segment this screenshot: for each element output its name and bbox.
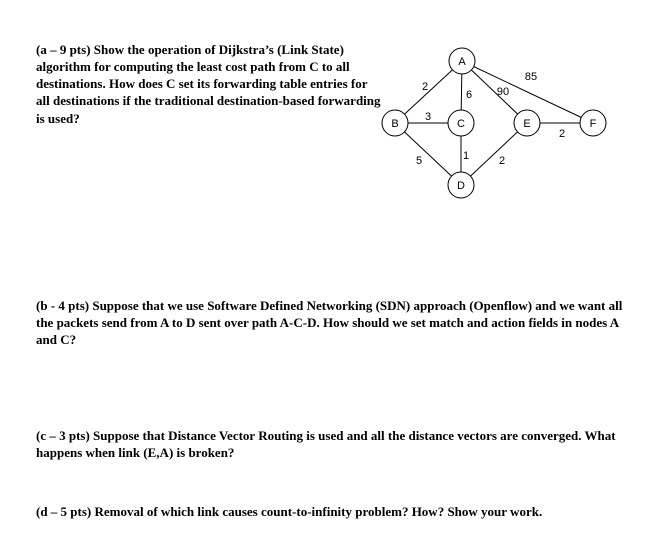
- edge-weight-D-E: 2: [498, 155, 506, 167]
- node-label-B: B: [391, 118, 399, 130]
- edge-weight-B-D: 5: [415, 155, 423, 167]
- node-label-F: F: [589, 118, 597, 130]
- network-graph: [375, 35, 615, 210]
- edge-B-D: [395, 123, 461, 185]
- edge-weight-A-C: 6: [465, 89, 473, 101]
- edge-weight-C-D: 1: [462, 150, 470, 162]
- edge-weight-E-F: 2: [558, 128, 566, 140]
- question-c: (c – 3 pts) Suppose that Distance Vector Routing is used and all the distance vectors are converged. What happens when link (E,A) is broken?: [36, 428, 616, 461]
- question-d: (d – 5 pts) Removal of which link causes count-to-infinity problem? How? Show your work.: [36, 504, 543, 519]
- edge-weight-B-C: 3: [424, 111, 432, 123]
- node-label-D: D: [457, 180, 465, 192]
- edge-weight-A-E: 90: [496, 86, 510, 98]
- edge-D-E: [461, 123, 527, 185]
- network-topology-figure: [375, 35, 615, 210]
- edge-weight-A-B: 2: [421, 81, 429, 93]
- node-label-E: E: [523, 118, 531, 130]
- question-a: (a – 9 pts) Show the operation of Dijkstra’s (Link State) algorithm for computing the least cost path from C to all destinations. How does C set its forwarding table entries for all destinations if the traditional destination-based forwarding is used?: [36, 42, 381, 126]
- question-b: (b - 4 pts) Suppose that we use Software Defined Networking (SDN) approach (Openflow) and we want all the packets send from A to D sent over path A-C-D. How should we set match and action fields in nodes A and C?: [36, 298, 623, 348]
- node-label-A: A: [458, 56, 466, 68]
- node-label-C: C: [457, 118, 465, 130]
- edge-weight-A-F: 85: [524, 71, 538, 83]
